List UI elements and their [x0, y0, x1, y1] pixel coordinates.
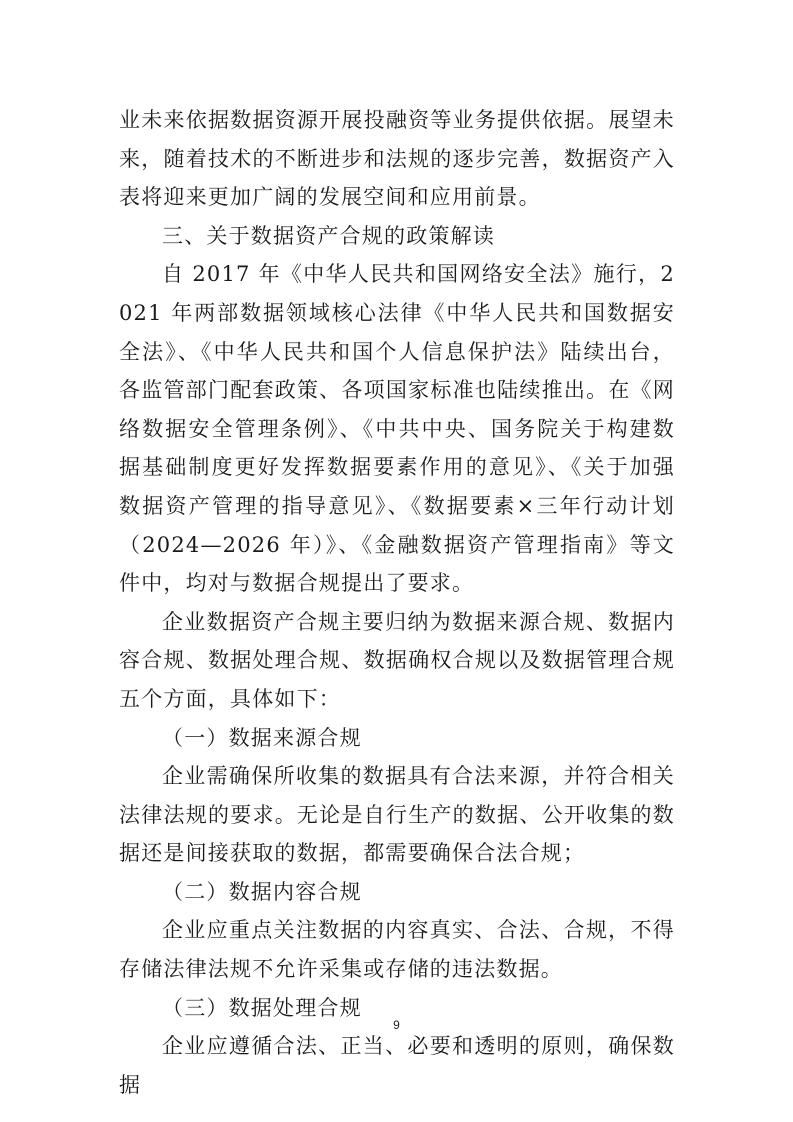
- subheading-data-source: （一）数据来源合规: [162, 725, 362, 750]
- paragraph-continuation: 业未来依据数据资源开展投融资等业务提供依据。展望未来，随着技术的不断进步和法规的逐步完善，数据资产入表将迎来更加广阔的发展空间和应用前景。: [119, 108, 675, 210]
- page-number: 9: [393, 1018, 400, 1032]
- document-body: [119, 101, 675, 1104]
- section-heading-3: 三、关于数据资产合规的政策解读: [162, 223, 495, 248]
- paragraph-policy-overview: 自 2017 年《中华人民共和国网络安全法》施行，2021 年两部数据领域核心法律《中华人民共和国数据安全法》、《中华人民共和国个人信息保护法》陆续出台，各监管部门配套政策、各项国家标准也陆续推出。在《网络数据安全管理条例》、《中共中央、国务院关于构建数据基础制度更好发挥数据要素作用的意见》、《关于加强数据资产管理的指导意见》、《数据要素×三年行动计划（2024—2026 年）》、《金融数据资产管理指南》等文件中，均对与数据合规提出了要求。: [119, 262, 675, 596]
- paragraph-compliance-summary: 企业数据资产合规主要归纳为数据来源合规、数据内容合规、数据处理合规、数据确权合规以及数据管理合规五个方面，具体如下：: [119, 609, 675, 711]
- paragraph-data-processing: 企业应遵循合法、正当、必要和透明的原则，确保数据: [119, 1034, 675, 1097]
- subheading-data-processing: （三）数据处理合规: [162, 995, 362, 1020]
- subheading-data-content: （二）数据内容合规: [162, 879, 362, 904]
- paragraph-data-source: 企业需确保所收集的数据具有合法来源，并符合相关法律法规的要求。无论是自行生产的数据、公开收集的数据还是间接获取的数据，都需要确保合法合规；: [119, 764, 675, 866]
- paragraph-data-content: 企业应重点关注数据的内容真实、合法、合规，不得存储法律法规不允许采集或存储的违法数据。: [119, 918, 675, 982]
